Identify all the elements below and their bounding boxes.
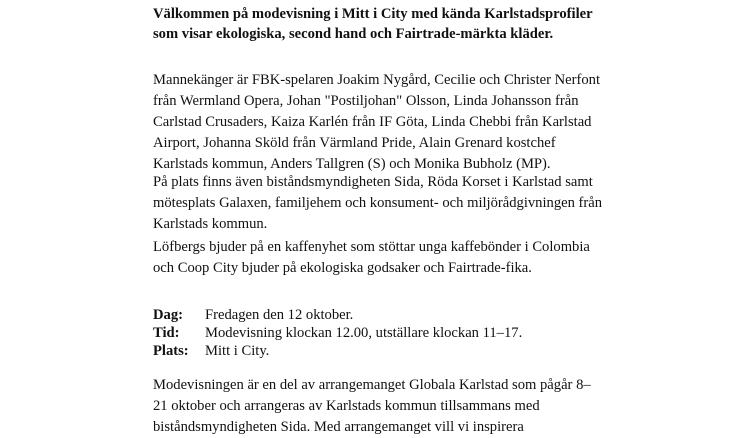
text-line: från Wermland Opera, Johan "Postiljohan" Olsson, Linda Johansson från (153, 93, 579, 109)
info-row-day (153, 306, 633, 324)
place-label: Plats: (153, 343, 189, 359)
day-value: Fredagen den 12 oktober. (205, 307, 354, 323)
paragraph-context (153, 375, 633, 438)
info-row-place (153, 342, 633, 360)
text-line: På plats finns även biståndsmyndigheten Sida, Röda Korset i Karlstad samt (153, 174, 593, 190)
paragraph-models (153, 70, 633, 175)
paragraph-sponsors (153, 237, 633, 279)
day-label: Dag: (153, 307, 183, 323)
paragraph-exhibitors (153, 172, 633, 235)
text-line: 21 oktober och arrangeras av Karlstads kommun tillsammans med (153, 398, 540, 414)
time-label: Tid: (153, 325, 180, 341)
text-line: Mannekänger är FBK-spelaren Joakim Nygård, Cecilie och Christer Nerfont (153, 72, 600, 88)
text-line: Löfbergs bjuder på en kaffenyhet som stöttar unga kaffebönder i Colombia (153, 239, 590, 255)
heading-line: Välkommen på modevisning i Mitt i City med kända Karlstadsprofiler (153, 6, 593, 22)
text-line: och Coop City bjuder på ekologiska godsaker och Fairtrade-fika. (153, 260, 532, 276)
place-value: Mitt i City. (205, 343, 270, 359)
text-line: Airport, Johanna Sköld från Värmland Pride, Alain Grenard kostchef (153, 135, 556, 151)
text-line: biståndsmyndigheten Sida. Med arrangemanget vill vi inspirera (153, 419, 524, 435)
heading-line: som visar ekologiska, second hand och Fairtrade-märkta kläder. (153, 26, 554, 42)
text-line: Carlstad Crusaders, Kaiza Karlén från IF Göta, Linda Chebbi från Karlstad (153, 114, 592, 130)
time-value: Modevisning klockan 12.00, utställare klockan 11–17. (205, 325, 523, 341)
text-line: Karlstads kommun. (153, 216, 268, 232)
event-info (153, 306, 633, 360)
info-row-time (153, 324, 633, 342)
document-heading (153, 4, 633, 44)
text-line: Karlstads kommun, Anders Tallgren (S) och Monika Bubholz (MP). (153, 156, 551, 172)
text-line: mötesplats Galaxen, familjehem och konsument- och miljörådgivningen från (153, 195, 603, 211)
text-line: Modevisningen är en del av arrangemanget Globala Karlstad som pågår 8– (153, 377, 591, 393)
